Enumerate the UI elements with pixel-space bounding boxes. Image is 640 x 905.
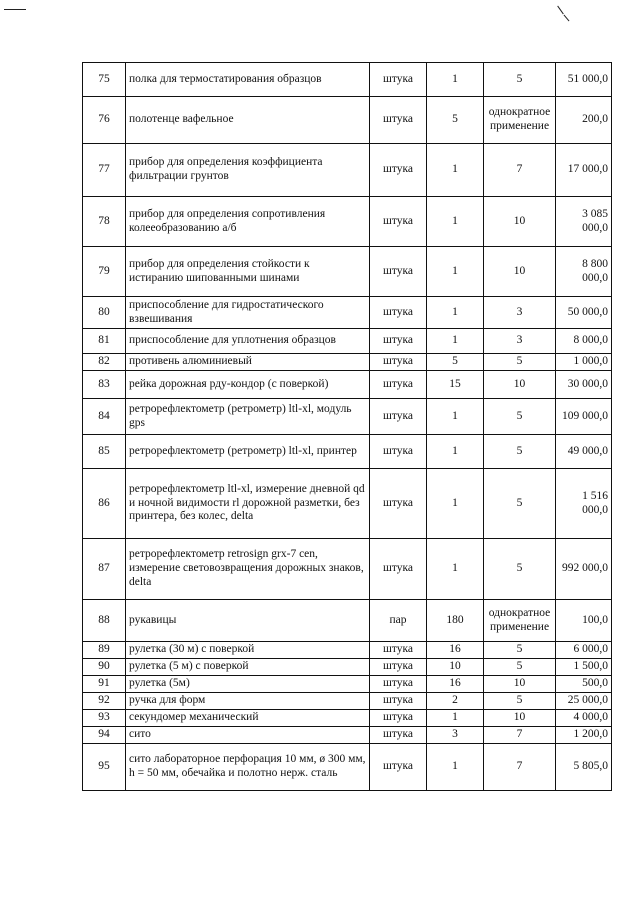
cell-row-number: 81 (83, 329, 126, 354)
cell-service-life: 3 (484, 329, 556, 354)
table-row (83, 371, 612, 399)
table-row (83, 247, 612, 297)
table-row (83, 297, 612, 329)
cell-price: 992 000,0 (556, 539, 612, 600)
table-row (83, 659, 612, 676)
cell-row-number: 83 (83, 371, 126, 399)
cell-quantity: 16 (427, 676, 484, 693)
cell-quantity: 10 (427, 659, 484, 676)
cell-price: 25 000,0 (556, 693, 612, 710)
table-body (83, 63, 612, 791)
cell-price: 1 000,0 (556, 354, 612, 371)
cell-row-number: 77 (83, 144, 126, 197)
cell-quantity: 5 (427, 354, 484, 371)
cell-price: 3 085 000,0 (556, 197, 612, 247)
cell-unit: пар (370, 600, 427, 642)
cell-quantity: 1 (427, 297, 484, 329)
table-row (83, 354, 612, 371)
cell-quantity: 1 (427, 144, 484, 197)
cell-service-life: 5 (484, 693, 556, 710)
cell-row-number: 89 (83, 642, 126, 659)
cell-quantity: 2 (427, 693, 484, 710)
cell-quantity: 1 (427, 197, 484, 247)
cell-unit: штука (370, 435, 427, 469)
cell-quantity: 180 (427, 600, 484, 642)
cell-item-name: рейка дорожная рду-кондор (с поверкой) (126, 371, 370, 399)
cell-quantity: 1 (427, 539, 484, 600)
cell-unit: штука (370, 659, 427, 676)
cell-price: 100,0 (556, 600, 612, 642)
cell-price: 6 000,0 (556, 642, 612, 659)
cell-quantity: 1 (427, 247, 484, 297)
cell-service-life: однократное применение (484, 97, 556, 144)
table-row (83, 693, 612, 710)
cell-item-name: прибор для определения коэффициента фильтрации грунтов (126, 144, 370, 197)
cell-row-number: 93 (83, 710, 126, 727)
cell-service-life: 5 (484, 659, 556, 676)
cell-item-name: рулетка (30 м) с поверкой (126, 642, 370, 659)
cell-row-number: 86 (83, 469, 126, 539)
cell-item-name: рукавицы (126, 600, 370, 642)
cell-price: 4 000,0 (556, 710, 612, 727)
cell-unit: штука (370, 693, 427, 710)
cell-row-number: 84 (83, 399, 126, 435)
table-row (83, 97, 612, 144)
cell-price: 30 000,0 (556, 371, 612, 399)
cell-unit: штука (370, 710, 427, 727)
cell-unit: штука (370, 354, 427, 371)
cell-price: 1 200,0 (556, 727, 612, 744)
cell-service-life: 5 (484, 642, 556, 659)
cell-unit: штука (370, 329, 427, 354)
cell-row-number: 92 (83, 693, 126, 710)
table-row (83, 744, 612, 791)
cell-price: 8 000,0 (556, 329, 612, 354)
cell-quantity: 1 (427, 399, 484, 435)
cell-price: 50 000,0 (556, 297, 612, 329)
cell-service-life: 10 (484, 371, 556, 399)
cell-quantity: 1 (427, 435, 484, 469)
table-row (83, 642, 612, 659)
cell-row-number: 91 (83, 676, 126, 693)
cell-item-name: ретрорефлектометр retrosign grx-7 cen, измерение световозвращения дорожных знаков, delta (126, 539, 370, 600)
cell-service-life: 10 (484, 676, 556, 693)
cell-row-number: 79 (83, 247, 126, 297)
cell-quantity: 1 (427, 710, 484, 727)
cell-service-life: 5 (484, 435, 556, 469)
cell-price: 5 805,0 (556, 744, 612, 791)
cell-row-number: 82 (83, 354, 126, 371)
cell-service-life: 10 (484, 710, 556, 727)
cell-price: 8 800 000,0 (556, 247, 612, 297)
cell-service-life: 5 (484, 354, 556, 371)
cell-unit: штука (370, 197, 427, 247)
cell-service-life: 5 (484, 539, 556, 600)
cell-row-number: 88 (83, 600, 126, 642)
table-row (83, 399, 612, 435)
cell-item-name: приспособление для уплотнения образцов (126, 329, 370, 354)
cell-service-life: 10 (484, 247, 556, 297)
cell-quantity: 5 (427, 97, 484, 144)
table-row (83, 600, 612, 642)
cell-item-name: ретрорефлектометр (ретрометр) ltl-xl, модуль gps (126, 399, 370, 435)
cell-unit: штука (370, 676, 427, 693)
cell-unit: штука (370, 642, 427, 659)
cell-item-name: ретрорефлектометр ltl-xl, измерение дневной qd и ночной видимости rl дорожной разметки, без принтера, без колес, delta (126, 469, 370, 539)
cell-quantity: 1 (427, 63, 484, 97)
cell-row-number: 76 (83, 97, 126, 144)
cell-item-name: сито лабораторное перфорация 10 мм, ø 300 мм, h = 50 мм, обечайка и полотно нерж. сталь (126, 744, 370, 791)
table-row (83, 710, 612, 727)
cell-unit: штука (370, 144, 427, 197)
table-row (83, 469, 612, 539)
cell-service-life: 5 (484, 469, 556, 539)
cell-unit: штука (370, 63, 427, 97)
scan-artifact-dash (4, 9, 26, 10)
table-row (83, 329, 612, 354)
cell-service-life: 5 (484, 63, 556, 97)
cell-service-life: однократное применение (484, 600, 556, 642)
cell-item-name: рулетка (5 м) с поверкой (126, 659, 370, 676)
cell-quantity: 1 (427, 744, 484, 791)
cell-row-number: 87 (83, 539, 126, 600)
cell-unit: штука (370, 297, 427, 329)
cell-unit: штука (370, 371, 427, 399)
table-row (83, 539, 612, 600)
cell-unit: штука (370, 727, 427, 744)
cell-quantity: 1 (427, 329, 484, 354)
cell-unit: штука (370, 247, 427, 297)
cell-row-number: 95 (83, 744, 126, 791)
cell-item-name: прибор для определения стойкости к истиранию шипованными шинами (126, 247, 370, 297)
cell-service-life: 7 (484, 144, 556, 197)
cell-unit: штука (370, 469, 427, 539)
cell-item-name: сито (126, 727, 370, 744)
cell-row-number: 90 (83, 659, 126, 676)
cell-unit: штука (370, 744, 427, 791)
cell-quantity: 3 (427, 727, 484, 744)
inventory-table (82, 62, 612, 791)
cell-row-number: 85 (83, 435, 126, 469)
table-row (83, 435, 612, 469)
cell-row-number: 78 (83, 197, 126, 247)
table-row (83, 197, 612, 247)
cell-quantity: 1 (427, 469, 484, 539)
cell-price: 500,0 (556, 676, 612, 693)
cell-item-name: прибор для определения сопротивления колееобразованию а/б (126, 197, 370, 247)
cell-item-name: рулетка (5м) (126, 676, 370, 693)
table-row (83, 63, 612, 97)
table-row (83, 676, 612, 693)
cell-item-name: противень алюминиевый (126, 354, 370, 371)
cell-item-name: ручка для форм (126, 693, 370, 710)
cell-quantity: 16 (427, 642, 484, 659)
cell-service-life: 3 (484, 297, 556, 329)
cell-item-name: полотенце вафельное (126, 97, 370, 144)
cell-item-name: ретрорефлектометр (ретрометр) ltl-xl, принтер (126, 435, 370, 469)
cell-price: 51 000,0 (556, 63, 612, 97)
cell-price: 1 516 000,0 (556, 469, 612, 539)
cell-unit: штука (370, 97, 427, 144)
cell-unit: штука (370, 399, 427, 435)
cell-item-name: секундомер механический (126, 710, 370, 727)
cell-row-number: 75 (83, 63, 126, 97)
cell-unit: штука (370, 539, 427, 600)
cell-row-number: 80 (83, 297, 126, 329)
cell-item-name: приспособление для гидростатического взвешивания (126, 297, 370, 329)
cell-row-number: 94 (83, 727, 126, 744)
scan-artifact-tick (564, 15, 570, 22)
cell-price: 49 000,0 (556, 435, 612, 469)
scan-artifact-tick (557, 6, 564, 15)
cell-quantity: 15 (427, 371, 484, 399)
cell-service-life: 5 (484, 399, 556, 435)
cell-service-life: 7 (484, 727, 556, 744)
cell-price: 109 000,0 (556, 399, 612, 435)
cell-service-life: 10 (484, 197, 556, 247)
cell-price: 1 500,0 (556, 659, 612, 676)
cell-service-life: 7 (484, 744, 556, 791)
table-row (83, 727, 612, 744)
cell-price: 17 000,0 (556, 144, 612, 197)
table-row (83, 144, 612, 197)
cell-item-name: полка для термостатирования образцов (126, 63, 370, 97)
cell-price: 200,0 (556, 97, 612, 144)
